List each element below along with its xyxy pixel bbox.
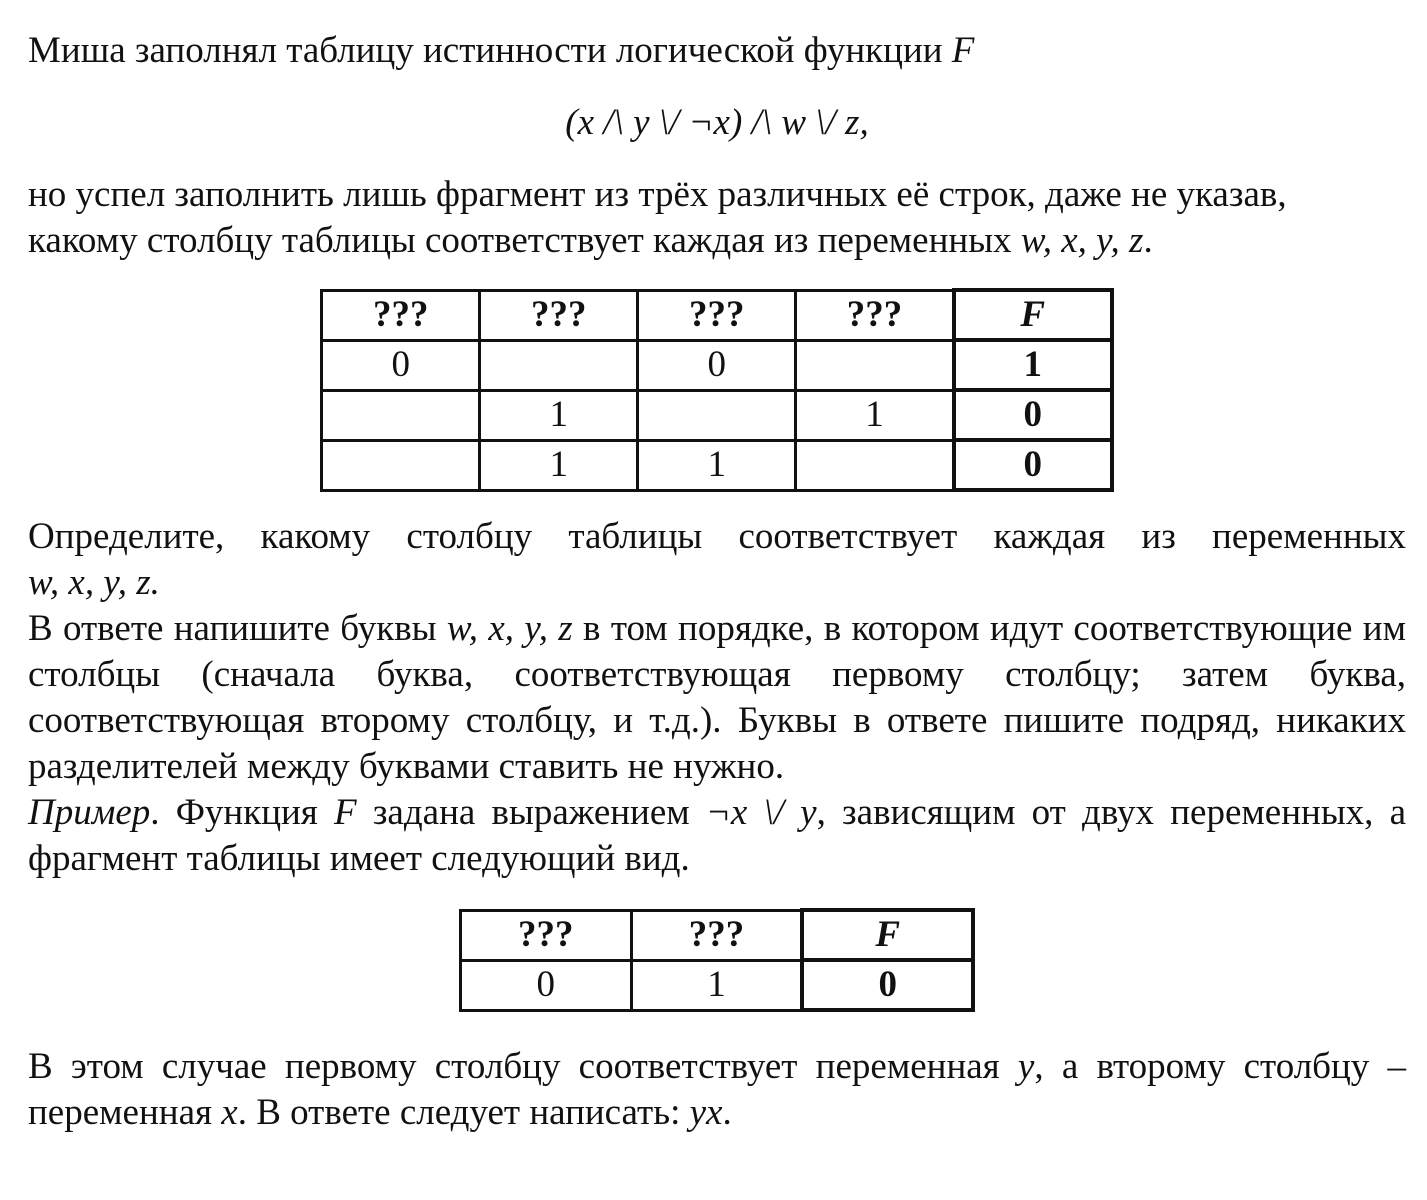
table-row bbox=[322, 390, 1112, 440]
table-cell: 0 bbox=[322, 340, 480, 390]
conclusion-period: . bbox=[722, 1092, 732, 1133]
table-cell bbox=[796, 440, 954, 490]
table-cell-f: 0 bbox=[954, 390, 1112, 440]
variables-list: w, x, y, z bbox=[1020, 220, 1144, 261]
conclusion-var-2: x bbox=[221, 1092, 238, 1133]
table-cell-f: 1 bbox=[954, 340, 1112, 390]
conclusion bbox=[28, 1044, 1406, 1136]
instructions bbox=[28, 606, 1406, 790]
table-row bbox=[322, 440, 1112, 490]
table-cell-f: 0 bbox=[954, 440, 1112, 490]
example-row bbox=[460, 960, 973, 1010]
table-cell bbox=[322, 390, 480, 440]
header-cell-f: F bbox=[802, 910, 973, 960]
example-label: Пример bbox=[28, 792, 151, 833]
table-cell-f: 0 bbox=[802, 960, 973, 1010]
conclusion-text-3: . В ответе следует написать: bbox=[237, 1092, 681, 1133]
question-line-1 bbox=[28, 514, 1406, 560]
header-cell: ??? bbox=[322, 290, 480, 340]
example-func: F bbox=[334, 792, 357, 833]
table-cell bbox=[480, 340, 638, 390]
function-name: F bbox=[951, 30, 975, 71]
table-cell: 1 bbox=[480, 390, 638, 440]
truth-table bbox=[320, 288, 1114, 492]
formula bbox=[28, 100, 1406, 146]
table-row bbox=[322, 340, 1112, 390]
intro-text: Миша заполнял таблицу истинности логической функции bbox=[28, 30, 943, 71]
example-paragraph bbox=[28, 790, 1406, 882]
table-cell: 1 bbox=[631, 960, 802, 1010]
intro-line-2-text: но успел заполнить лишь фрагмент из трёх различных её строк, даже не указав, bbox=[28, 174, 1287, 215]
example-text-1: . Функция bbox=[150, 792, 318, 833]
conclusion-var-1: y bbox=[1017, 1046, 1035, 1087]
header-cell-f: F bbox=[954, 290, 1112, 340]
example-text-2: задана выражением bbox=[372, 792, 690, 833]
task-text bbox=[28, 28, 1406, 1136]
intro-line-3-text: какому столбцу таблицы соответствует каждая из переменных bbox=[28, 220, 1012, 261]
example-table bbox=[459, 908, 976, 1012]
table-cell bbox=[322, 440, 480, 490]
header-cell: ??? bbox=[638, 290, 796, 340]
instructions-vars: w, x, y, z bbox=[446, 608, 573, 649]
instructions-text-1: В ответе напишите буквы bbox=[28, 608, 437, 649]
question-line-2 bbox=[28, 560, 1406, 606]
table-header-row bbox=[322, 290, 1112, 340]
intro-line-3 bbox=[28, 218, 1406, 264]
table-cell: 0 bbox=[638, 340, 796, 390]
intro-line-2 bbox=[28, 172, 1406, 218]
table-cell: 1 bbox=[480, 440, 638, 490]
instructions-text-2: в том порядке, в котором идут соответствующие им столбцы (сначала буква, соответствующая первому столбцу; затем буква, соответствующая второму столбцу, и т.д.). Буквы в ответе пишите подряд, никаких разделителей между буквами ставить не нужно. bbox=[28, 608, 1407, 787]
table-cell: 1 bbox=[638, 440, 796, 490]
example-header-row bbox=[460, 910, 973, 960]
table-cell: 0 bbox=[460, 960, 631, 1010]
header-cell: ??? bbox=[460, 910, 631, 960]
table-cell bbox=[638, 390, 796, 440]
header-cell: ??? bbox=[631, 910, 802, 960]
example-text-3: , зависящим от двух переменных, а фрагмент таблицы имеет следующий вид. bbox=[28, 792, 1407, 879]
header-cell: ??? bbox=[480, 290, 638, 340]
header-cell: ??? bbox=[796, 290, 954, 340]
question-vars: w, x, y, z. bbox=[28, 562, 160, 603]
conclusion-text-2: , а второму столбцу – переменная bbox=[28, 1046, 1406, 1133]
question-text: Определите, какому столбцу таблицы соответствует каждая из переменных bbox=[28, 516, 1406, 557]
conclusion-text-1: В этом случае первому столбцу соответствует переменная bbox=[28, 1046, 1000, 1087]
formula-text: (x /\ y \/ ¬x) /\ w \/ z, bbox=[565, 102, 869, 143]
table-cell: 1 bbox=[796, 390, 954, 440]
period: . bbox=[1143, 220, 1153, 261]
table-cell bbox=[796, 340, 954, 390]
example-expression: ¬x \/ y bbox=[705, 792, 817, 833]
answer-example: yx bbox=[689, 1092, 723, 1133]
intro-line-1 bbox=[28, 28, 1406, 74]
